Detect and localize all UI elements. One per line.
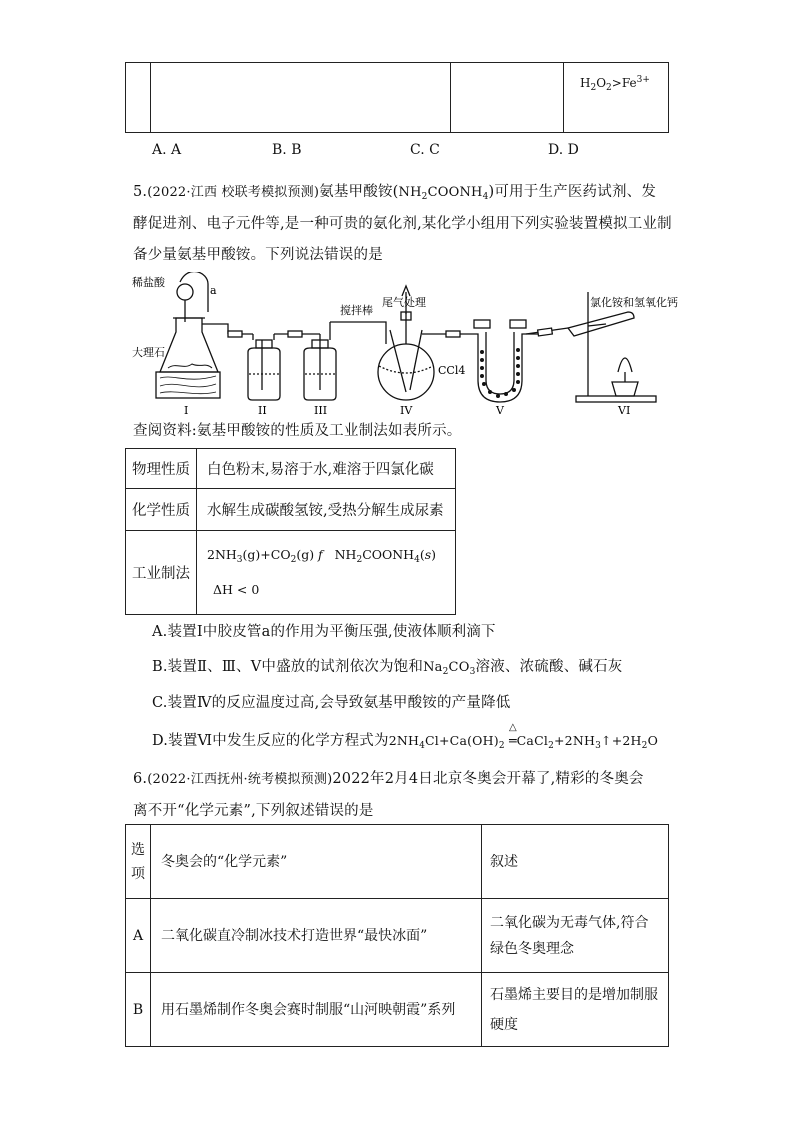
q5-stem-line3: 备少量氨基甲酸铵。下列说法错误的是: [133, 247, 383, 263]
q5-option-c[interactable]: C.装置Ⅳ的反应温度过高,会导致氨基甲酸铵的产量降低: [152, 695, 511, 711]
device-number: II: [258, 404, 267, 417]
label-stirrer: 搅拌棒: [340, 304, 373, 317]
q5-option-b[interactable]: [152, 653, 623, 687]
apparatus-figure: [128, 272, 698, 420]
table-cell: [126, 63, 151, 133]
device-number: V: [496, 404, 504, 417]
table-cell: 石墨烯主要目的是增加制服硬度: [482, 973, 669, 1047]
formula-na2co3: $Na_2CO_3$: [423, 660, 476, 677]
label-marble: 大理石: [132, 346, 165, 359]
top-table: [125, 62, 669, 133]
label-acid: 稀盐酸: [132, 276, 165, 289]
option-text: 溶液、浓硫酸、碱石灰: [475, 659, 623, 675]
table-cell: 用石墨烯制作冬奥会赛时制服“山河映朝霞”系列: [151, 973, 482, 1047]
q4-option-a[interactable]: A. A: [152, 142, 182, 158]
table-cell: 二氧化碳为无毒气体,符合绿色冬奥理念: [482, 899, 669, 973]
q4-option-d[interactable]: D. D: [548, 142, 579, 158]
q6-stem-line2: 离不开“化学元素”,下列叙述错误的是: [133, 803, 374, 819]
delta-h: ΔH < 0: [213, 582, 260, 597]
table-head: 叙述: [482, 825, 669, 899]
q6-number: 6.: [133, 771, 148, 787]
q6-stem-text: 2022年2月4日北京冬奥会开幕了,精彩的冬奥会: [332, 771, 644, 787]
q5-formula: $NH_2COONH_4$: [398, 185, 489, 202]
q6-source: (2022·江西抚州·统考模拟预测): [147, 772, 333, 787]
q5-stem-line2: 酵促进剂、电子元件等,是一种可贵的氨化剂,某化学小组用下列实验装置模拟工业制: [133, 216, 672, 232]
industrial-equation: $2NH_3(g)+CO_2(g)$ f $NH_2COONH_4(s)$: [207, 547, 437, 565]
q5-property-table: [125, 448, 456, 615]
table-cell: B: [126, 973, 151, 1047]
q5-stem-text: 氨基甲酸铵(: [319, 184, 399, 200]
option-text: D.装置Ⅵ中发生反应的化学方程式为: [152, 733, 389, 749]
table-head: 物理性质: [126, 449, 197, 489]
table-cell: A: [126, 899, 151, 973]
table-cell: 二氧化碳直冷制冰技术打造世界“最快冰面”: [151, 899, 482, 973]
option-text: B.装置Ⅱ、Ⅲ、Ⅴ中盛放的试剂依次为饱和: [152, 659, 424, 675]
q4-option-c[interactable]: C. C: [410, 142, 440, 158]
device-number: III: [314, 404, 328, 417]
table-cell: 白色粉末,易溶于水,难溶于四氯化碳: [197, 449, 456, 489]
q5-number: 5.: [133, 184, 148, 200]
device-number: I: [184, 404, 189, 417]
table-head-option: 选 项: [126, 825, 151, 899]
q5-ref-text: 查阅资料:氨基甲酸铵的性质及工业制法如表所示。: [133, 423, 462, 439]
table-head: 工业制法: [126, 531, 197, 615]
q6-table: [125, 824, 669, 1047]
q5-stem-text: )可用于生产医药试剂、发: [488, 184, 657, 200]
label-exhaust: 尾气处理: [382, 296, 426, 309]
device-number: IV: [400, 404, 413, 417]
label-ccl4: CCl4: [438, 364, 466, 377]
table-cell: [451, 63, 564, 133]
q5-source: (2022·江西 校联考模拟预测): [147, 185, 320, 200]
table-cell: 水解生成碳酸氢铵,受热分解生成尿素: [197, 489, 456, 531]
label-a: a: [210, 284, 217, 297]
table-cell-equation: [197, 531, 456, 615]
table-cell: [151, 63, 451, 133]
table-cell-h2o2: $H_2O_2>Fe^{3+}$: [564, 63, 669, 133]
q5-stem-line1: [133, 178, 656, 212]
table-head: 冬奥会的“化学元素”: [151, 825, 482, 899]
device-number: VI: [618, 404, 631, 417]
label-reagent: 氯化铵和氢氧化钙: [590, 296, 678, 309]
q5-option-a[interactable]: A.装置Ⅰ中胶皮管a的作用为平衡压强,使液体顺利滴下: [152, 624, 496, 640]
q6-stem-line1: [133, 765, 644, 794]
q5-option-d[interactable]: [152, 722, 659, 761]
table-head: 化学性质: [126, 489, 197, 531]
q4-option-b[interactable]: B. B: [272, 142, 302, 158]
reaction-equation: $2NH_4Cl+Ca(OH)_2$ △ $═CaCl_2+2NH_3↑+2H_2O$: [388, 722, 659, 751]
